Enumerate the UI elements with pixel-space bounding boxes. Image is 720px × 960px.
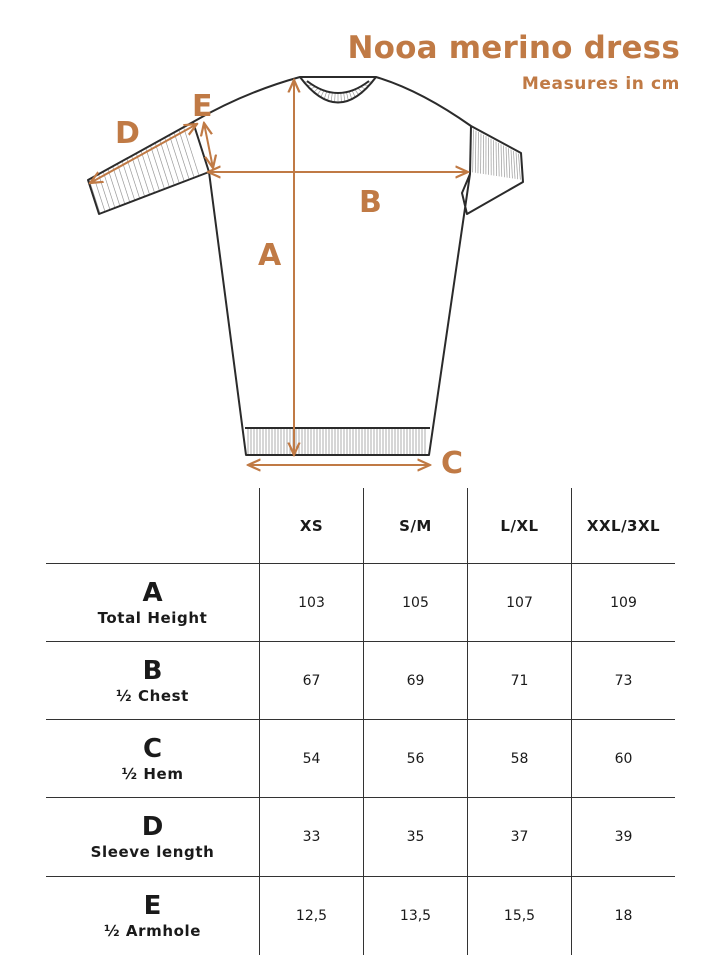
table-cell: 12,5 — [295, 908, 328, 924]
garment-outline — [88, 77, 523, 455]
row-letter: B — [142, 655, 163, 686]
table-cell: 56 — [406, 750, 425, 767]
label-b: B — [359, 185, 382, 220]
table-divider — [467, 488, 468, 955]
table-cell: 103 — [298, 594, 325, 611]
collar-inner — [307, 81, 369, 93]
table-divider — [363, 488, 364, 955]
table-cell: 35 — [406, 829, 425, 845]
product-title: Nooa merino dress — [347, 30, 680, 66]
table-cell: 18 — [614, 908, 633, 924]
table-cell: 73 — [614, 672, 633, 689]
body-outline — [88, 77, 523, 455]
table-cell: 71 — [510, 672, 529, 689]
row-name: ½ Chest — [116, 686, 189, 705]
row-name: ½ Hem — [121, 764, 184, 783]
row-name: ½ Armhole — [103, 922, 202, 940]
row-label-half-chest — [46, 642, 259, 719]
column-header-sm: S/M — [399, 517, 432, 535]
column-header-xxl3xl: XXL/3XL — [586, 517, 661, 535]
label-a: A — [258, 238, 282, 273]
table-cell: 67 — [302, 672, 321, 689]
label-c: C — [441, 446, 464, 480]
row-name: Sleeve length — [90, 843, 215, 861]
table-cell: 60 — [614, 750, 633, 767]
table-divider — [259, 488, 260, 955]
label-d: D — [115, 116, 140, 151]
right-cuff-rib — [473, 129, 523, 180]
table-cell: 39 — [614, 829, 633, 845]
table-divider — [571, 488, 572, 955]
row-letter: A — [142, 577, 163, 608]
table-cell: 37 — [510, 829, 529, 845]
table-cell: 13,5 — [399, 908, 432, 924]
table-cell: 54 — [302, 750, 321, 767]
table-divider — [46, 563, 675, 564]
right-sleeve-seam — [470, 126, 471, 174]
column-header-lxl: L/XL — [500, 517, 539, 535]
table-divider — [46, 876, 675, 877]
row-label-half-hem — [46, 720, 259, 797]
table-cell: 58 — [510, 750, 529, 767]
row-label-total-height — [46, 564, 259, 641]
units-subtitle: Measures in cm — [521, 74, 680, 94]
row-letter: E — [143, 891, 162, 921]
table-divider — [46, 719, 675, 720]
table-cell: 69 — [406, 672, 425, 689]
table-cell: 15,5 — [503, 908, 536, 924]
table-divider — [46, 797, 675, 798]
row-label-sleeve-length — [46, 798, 259, 876]
table-divider — [46, 641, 675, 642]
row-letter: D — [141, 812, 164, 842]
hem-rib — [248, 429, 425, 454]
row-label-half-armhole — [46, 877, 259, 955]
row-name: Total Height — [97, 608, 208, 627]
table-cell: 105 — [402, 594, 429, 611]
label-e: E — [192, 89, 213, 124]
row-letter: C — [142, 733, 163, 764]
table-cell: 33 — [302, 829, 321, 845]
column-header-xs: XS — [299, 517, 324, 535]
table-cell: 107 — [506, 594, 533, 611]
table-cell: 109 — [610, 594, 637, 611]
